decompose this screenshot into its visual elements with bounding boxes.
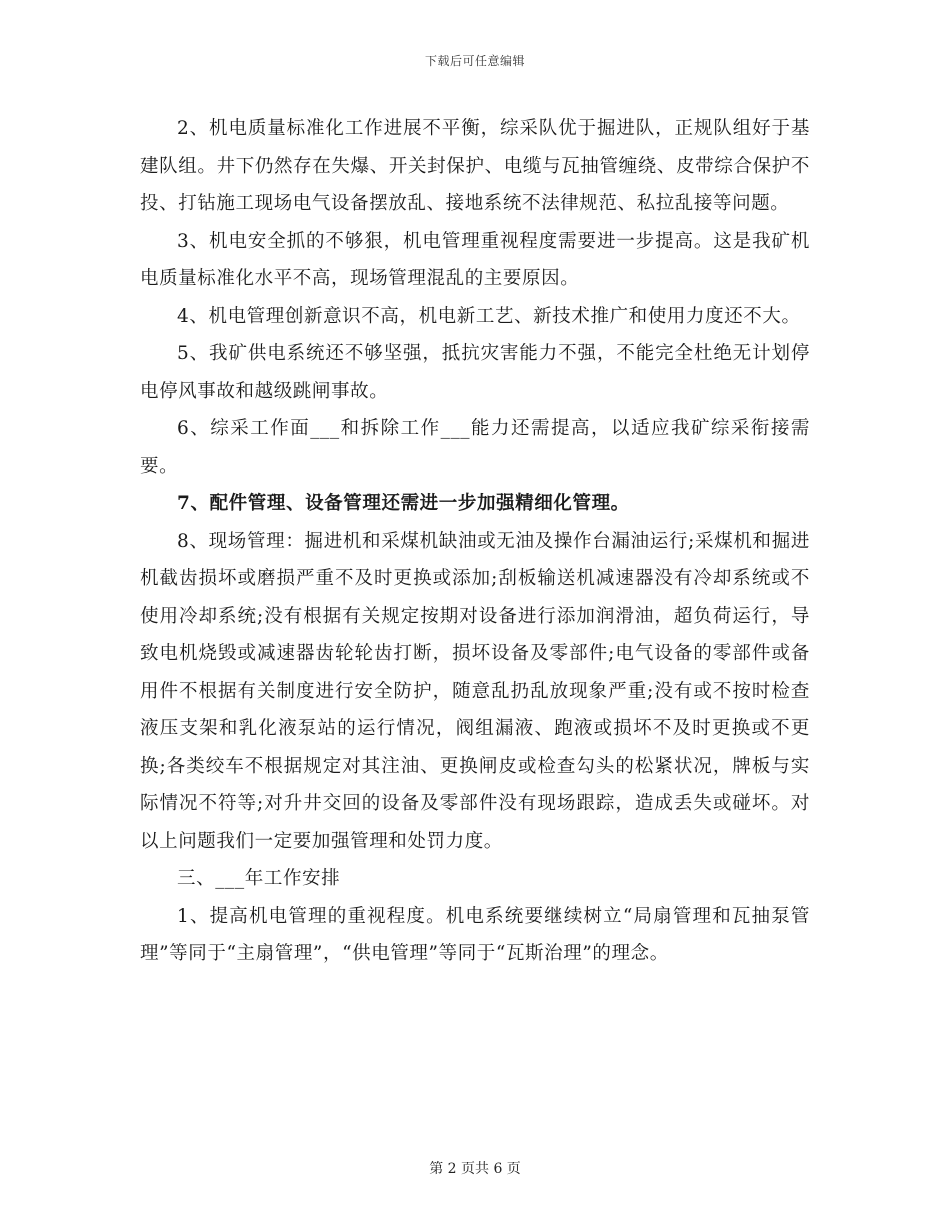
page-number-footer: 第 2 页共 6 页 [429, 1161, 521, 1177]
paragraph-item-4: 4、机电管理创新意识不高，机电新工艺、新技术推广和使用力度还不大。 [177, 305, 801, 327]
page-header: 下载后可任意编辑 [424, 54, 525, 68]
paragraph-item-7-bold: 7、配件管理、设备管理还需进一步加强精细化管理。 [177, 493, 630, 514]
document-body [140, 110, 810, 973]
paragraph-item-5: 5、我矿供电系统还不够坚强，抵抗灾害能力不强，不能完全杜绝无计划停电停风事故和越级跳闸事故。 [140, 343, 810, 402]
paragraph-plan-item-1: 1、提高机电管理的重视程度。机电系统要继续树立“局扇管理和瓦抽泵管理”等同于“主扇管理”，“供电管理”等同于“瓦斯治理”的理念。 [140, 905, 810, 964]
section-heading-3: 三、___年工作安排 [177, 868, 341, 889]
paragraph-item-2: 2、机电质量标准化工作进展不平衡，综采队优于掘进队，正规队组好于基建队组。井下仍然存在失爆、开关封保护、电缆与瓦抽管缠绕、皮带综合保护不投、打钻施工现场电气设备摆放乱、接地系统不法律规范、私拉乱接等问题。 [140, 118, 810, 214]
paragraph-item-8: 8、现场管理：掘进机和采煤机缺油或无油及操作台漏油运行;采煤机和掘进机截齿损坏或磨损严重不及时更换或添加;刮板输送机减速器没有冷却系统或不使用冷却系统;没有根据有关规定按期对设备进行添加润滑油，超负荷运行，导致电机烧毁或减速器齿轮轮齿打断，损坏设备及零部件;电气设备的零部件或备用件不根据有关制度进行安全防护，随意乱扔乱放现象严重;没有或不按时检查液压支架和乳化液泵站的运行情况，阀组漏液、跑液或损坏不及时更换或不更换;各类绞车不根据规定对其注油、更换闸皮或检查勾头的松紧状况，牌板与实际情况不符等;对升井交回的设备及零部件没有现场跟踪，造成丢失或碰坏。对以上问题我们一定要加强管理和处罚力度。 [140, 530, 810, 852]
paragraph-item-6: 6、综采工作面___和拆除工作___能力还需提高，以适应我矿综采衔接需要。 [140, 418, 810, 477]
paragraph-item-3: 3、机电安全抓的不够狠，机电管理重视程度需要进一步提高。这是我矿机电质量标准化水平不高，现场管理混乱的主要原因。 [140, 230, 810, 289]
